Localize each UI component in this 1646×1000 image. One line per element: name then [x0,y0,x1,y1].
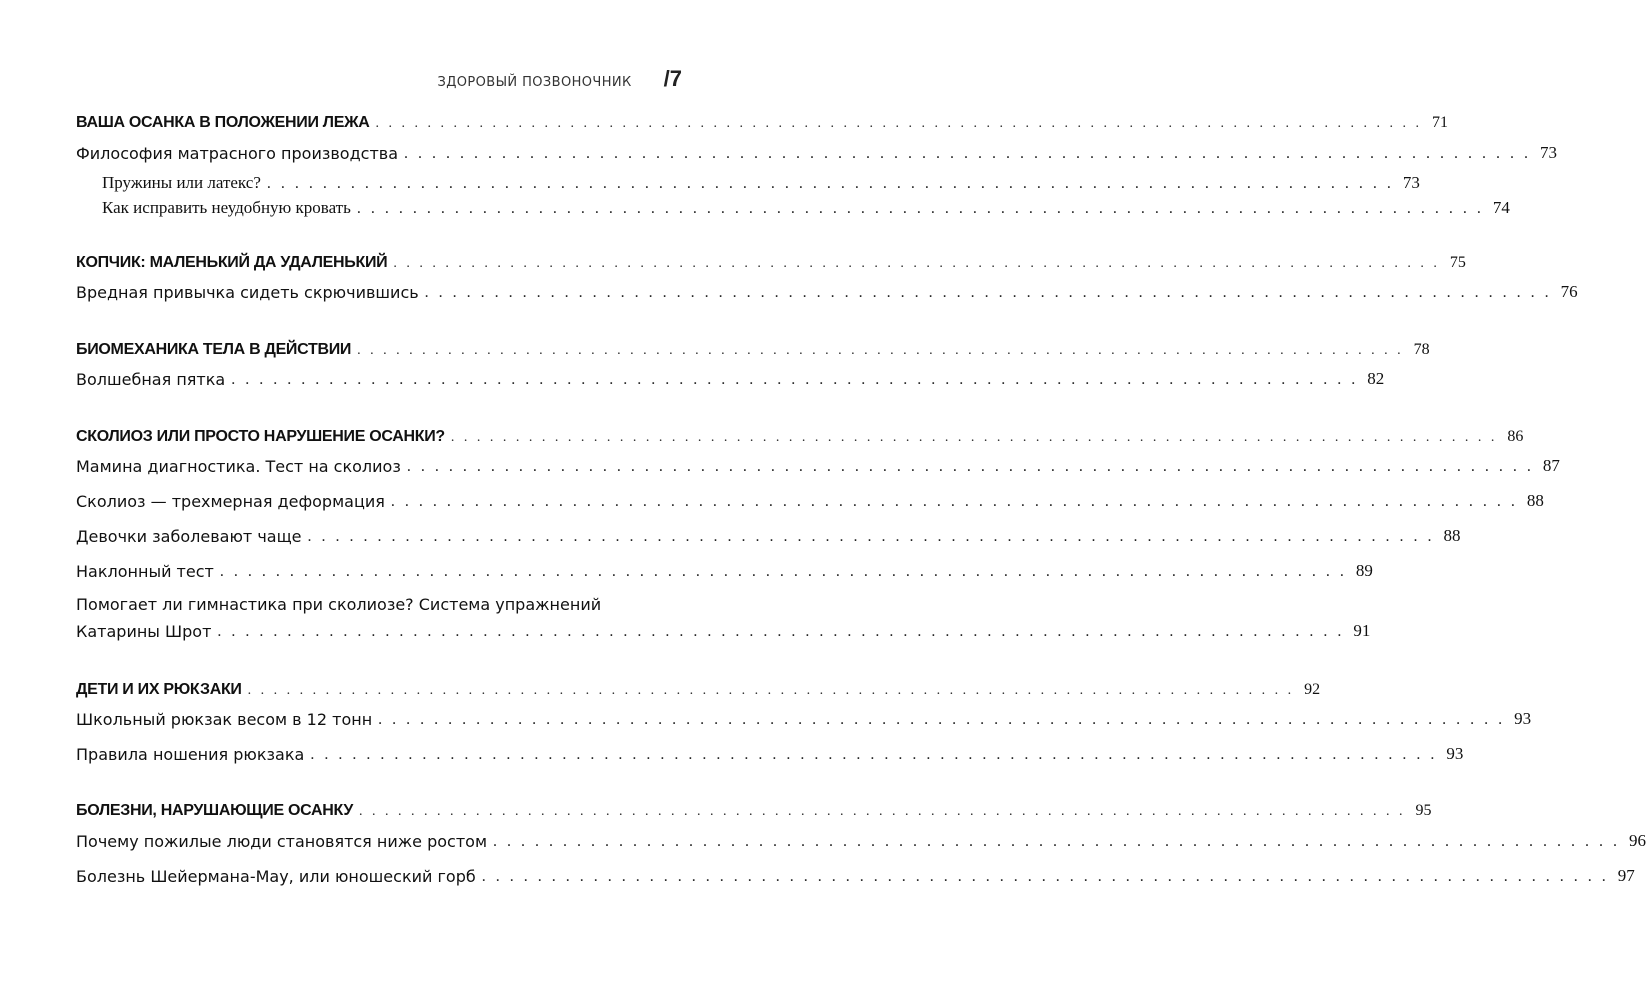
toc-entry-label: Как исправить неудобную кровать [102,198,351,217]
toc-entry-label: БИОМЕХАНИКА ТЕЛА В ДЕЙСТВИИ [76,341,352,358]
toc-entry-label: Болезнь Шейермана-Мау, или юношеский горб [76,867,476,886]
toc-page-number: 87 [1542,456,1560,475]
dot-leader: . . . . . . . . . . . . . . . . . . . . . . . . . . . . . . . . . . . . . . . . . . . . . . . . . . . . . . . . . . . . . . . . . . . . . . . . . . . . . . . . . [310,746,1438,763]
dot-leader: . . . . . . . . . . . . . . . . . . . . . . . . . . . . . . . . . . . . . . . . . . . . . . . . . . . . . . . . . . . . . . . . . . . . . . . . . . . . . . . . . [450,430,1498,445]
toc-entry-label: БОЛЕЗНИ, НАРУШАЮЩИЕ ОСАНКУ [76,802,354,819]
toc-page-number: 93 [1446,744,1464,763]
dot-leader: . . . . . . . . . . . . . . . . . . . . . . . . . . . . . . . . . . . . . . . . . . . . . . . . . . . . . . . . . . . . . . . . . . . . . . . . . . . . . . . . . [390,493,1518,510]
toc-page-number: 88 [1526,491,1544,510]
toc-entry-label: Пружины или латекс? [102,173,261,192]
toc-entry [76,452,1560,476]
toc-page-number: 86 [1507,428,1524,445]
dot-leader: . . . . . . . . . . . . . . . . . . . . . . . . . . . . . . . . . . . . . . . . . . . . . . . . . . . . . . . . . . . . . . . . . . . . . . . . . . . . . . . . . [481,868,1609,885]
dot-leader: . . . . . . . . . . . . . . . . . . . . . . . . . . . . . . . . . . . . . . . . . . . . . . . . . . . . . . . . . . . . . . . . . . . . . . . . . . . . . . . . . [404,145,1531,162]
toc-page-number: 76 [1560,282,1578,301]
toc-page-number: 71 [1432,114,1449,131]
toc-section-heading [76,422,1524,446]
toc-entry-label: Сколиоз — трехмерная деформация [76,492,385,511]
toc-entry [76,522,1461,546]
page-number: /7 [663,66,682,91]
toc-entry-label-line1: Помогает ли гимнастика при сколиозе? Система упражнений [76,595,602,614]
toc-entry-label: Философия матрасного производства [76,144,398,163]
toc-entry-label: Девочки заболевают чаще [76,527,302,546]
toc-entry-label: Катарины Шрот [76,622,212,641]
toc-page-number: 88 [1443,526,1461,545]
toc-entry [76,278,1578,302]
toc-section-heading [76,675,1321,699]
toc-page-number: 95 [1415,802,1432,819]
toc-section-heading [76,108,1449,132]
toc-entry [102,194,1510,218]
toc-page-number: 92 [1304,681,1321,698]
toc-entry-label: Волшебная пятка [76,370,226,389]
toc-section-heading [76,335,1430,359]
toc-page-number: 74 [1492,198,1510,217]
toc-entry-label: Мамина диагностика. Тест на сколиоз [76,457,401,476]
toc-page-number: 91 [1353,621,1371,640]
dot-leader: . . . . . . . . . . . . . . . . . . . . . . . . . . . . . . . . . . . . . . . . . . . . . . . . . . . . . . . . . . . . . . . . . . . . . . . . . . . . . . . . . [266,175,1394,192]
dot-leader: . . . . . . . . . . . . . . . . . . . . . . . . . . . . . . . . . . . . . . . . . . . . . . . . . . . . . . . . . . . . . . . . . . . . . . . . . . . . . . . . . [393,256,1440,271]
toc-entry [76,487,1544,511]
toc-page-number: 89 [1355,561,1373,580]
dot-leader: . . . . . . . . . . . . . . . . . . . . . . . . . . . . . . . . . . . . . . . . . . . . . . . . . . . . . . . . . . . . . . . . . . . . . . . . . . . . . . . . . [217,623,1345,640]
toc-entry-label: Школьный рюкзак весом в 12 тонн [76,710,373,729]
toc-entry [76,365,1385,389]
dot-leader: . . . . . . . . . . . . . . . . . . . . . . . . . . . . . . . . . . . . . . . . . . . . . . . . . . . . . . . . . . . . . . . . . . . . . . . . . . . . . . . . . [493,833,1621,850]
toc-entry [76,557,1373,581]
toc-entry-label: Почему пожилые люди становятся ниже ростом [76,832,488,851]
dot-leader: . . . . . . . . . . . . . . . . . . . . . . . . . . . . . . . . . . . . . . . . . . . . . . . . . . . . . . . . . . . . . . . . . . . . . . . . . . . . . . . . . [375,116,1423,131]
toc-entry [102,169,1420,193]
toc-entry-label: СКОЛИОЗ ИЛИ ПРОСТО НАРУШЕНИЕ ОСАНКИ? [76,428,445,445]
dot-leader: . . . . . . . . . . . . . . . . . . . . . . . . . . . . . . . . . . . . . . . . . . . . . . . . . . . . . . . . . . . . . . . . . . . . . . . . . . . . . . . . . [307,528,1435,545]
toc-entry [76,827,1646,851]
toc-section-heading [76,796,1432,820]
dot-leader: . . . . . . . . . . . . . . . . . . . . . . . . . . . . . . . . . . . . . . . . . . . . . . . . . . . . . . . . . . . . . . . . . . . . . . . . . . . . . . . . . [219,563,1347,580]
dot-leader: . . . . . . . . . . . . . . . . . . . . . . . . . . . . . . . . . . . . . . . . . . . . . . . . . . . . . . . . . . . . . . . . . . . . . . . . . . . . . . . . . [247,683,1295,698]
toc-entry [76,740,1464,764]
running-title: ЗДОРОВЫЙ ПОЗВОНОЧНИК [437,75,632,90]
toc-entry [76,862,1635,886]
toc-entry [76,705,1532,729]
dot-leader: . . . . . . . . . . . . . . . . . . . . . . . . . . . . . . . . . . . . . . . . . . . . . . . . . . . . . . . . . . . . . . . . . . . . . . . . . . . . . . . . . [356,200,1484,217]
toc-entry-label: КОПЧИК: МАЛЕНЬКИЙ ДА УДАЛЕНЬКИЙ [76,254,388,271]
toc-entry-label: ДЕТИ И ИХ РЮКЗАКИ [76,681,242,698]
toc-entry-label: Вредная привычка сидеть скрючившись [76,283,419,302]
dot-leader: . . . . . . . . . . . . . . . . . . . . . . . . . . . . . . . . . . . . . . . . . . . . . . . . . . . . . . . . . . . . . . . . . . . . . . . . . . . . . . . . . [424,284,1552,301]
toc-page-number: 73 [1402,173,1420,192]
dot-leader: . . . . . . . . . . . . . . . . . . . . . . . . . . . . . . . . . . . . . . . . . . . . . . . . . . . . . . . . . . . . . . . . . . . . . . . . . . . . . . . . . [406,458,1534,475]
dot-leader: . . . . . . . . . . . . . . . . . . . . . . . . . . . . . . . . . . . . . . . . . . . . . . . . . . . . . . . . . . . . . . . . . . . . . . . . . . . . . . . . . [231,371,1359,388]
toc-entry-label: ВАША ОСАНКА В ПОЛОЖЕНИИ ЛЕЖА [76,114,370,131]
toc-entry [76,617,1371,641]
toc-entry-label: Правила ношения рюкзака [76,745,305,764]
toc-page-number: 97 [1617,866,1635,885]
toc-page-number: 93 [1514,709,1532,728]
dot-leader: . . . . . . . . . . . . . . . . . . . . . . . . . . . . . . . . . . . . . . . . . . . . . . . . . . . . . . . . . . . . . . . . . . . . . . . . . . . . . . . . . [359,804,1406,819]
dot-leader: . . . . . . . . . . . . . . . . . . . . . . . . . . . . . . . . . . . . . . . . . . . . . . . . . . . . . . . . . . . . . . . . . . . . . . . . . . . . . . . . . [357,343,1404,358]
toc-page-number: 82 [1367,369,1385,388]
toc-entry-label: Наклонный тест [76,562,214,581]
toc-entry [76,139,1557,163]
dot-leader: . . . . . . . . . . . . . . . . . . . . . . . . . . . . . . . . . . . . . . . . . . . . . . . . . . . . . . . . . . . . . . . . . . . . . . . . . . . . . . . . . [378,711,1506,728]
toc-page-number: 78 [1413,341,1430,358]
toc-page-number: 96 [1629,831,1646,850]
toc-page-number: 73 [1540,143,1557,162]
toc-page-number: 75 [1449,254,1466,271]
toc-section-heading [76,248,1466,272]
